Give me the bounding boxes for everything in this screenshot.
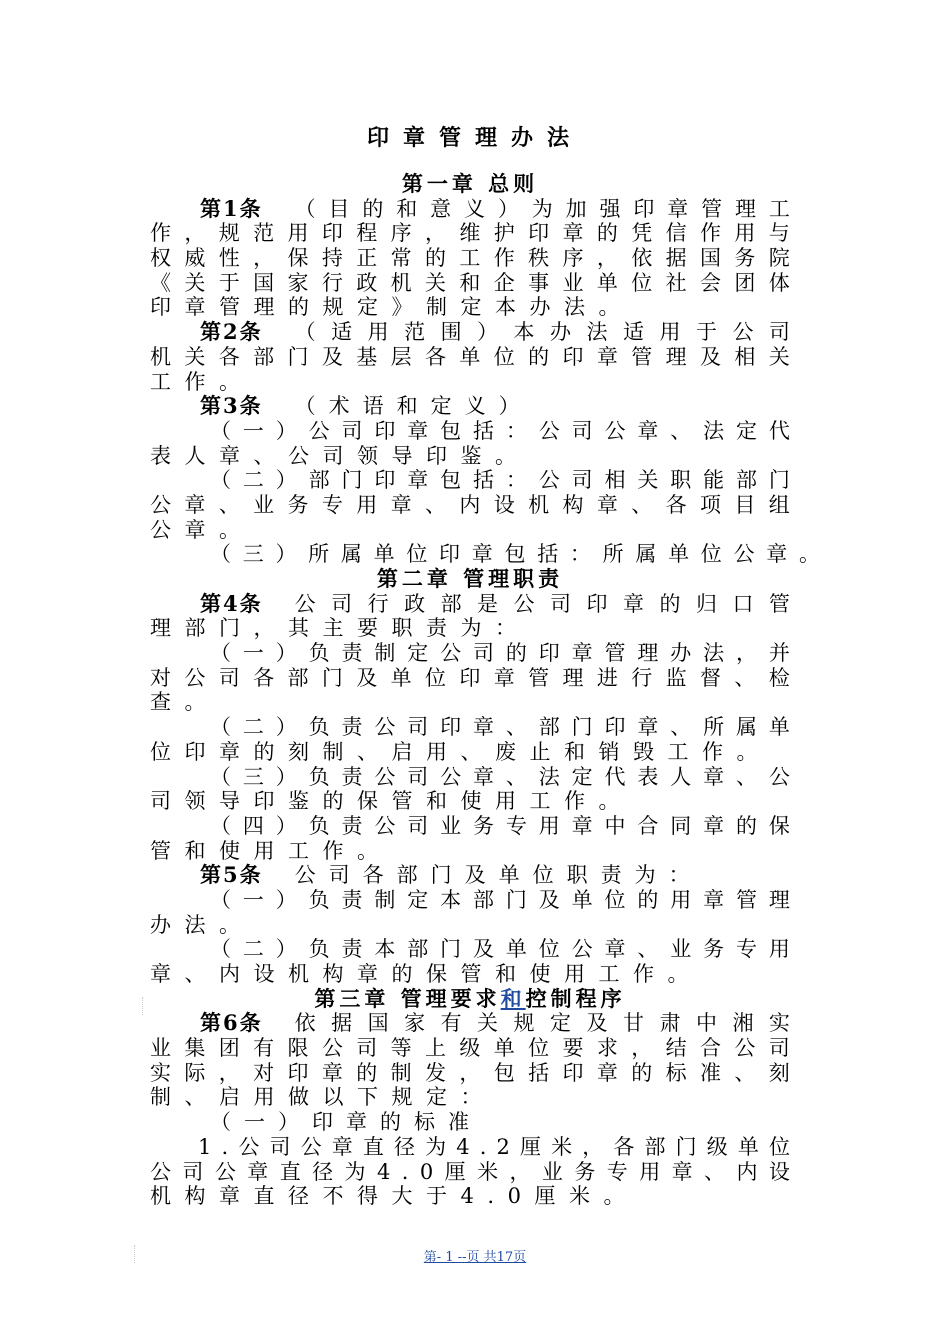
revision-bar	[142, 997, 144, 1015]
article-number: 第6条	[200, 1010, 263, 1036]
body-line: 业 集 团 有 限 公 司 等 上 级 单 位 要 求 ， 结 合 公 司	[150, 1036, 790, 1061]
article-line	[150, 592, 790, 617]
body-line-end: 管 和 使 用 工 作 。	[150, 838, 378, 863]
body-line-end: 公 章 。	[150, 517, 240, 542]
article-line	[150, 394, 790, 419]
body-line-end: 印 章 管 理 的 规 定 》 制 定 本 办 法 。	[150, 295, 620, 320]
document-title: 印章管理办法	[366, 125, 583, 151]
page-number[interactable]: 第- 1 --页 共17页	[423, 1250, 527, 1265]
article-line	[150, 320, 790, 345]
body-line: 公 章 、 业 务 专 用 章 、 内 设 机 构 章 、 各 项 目 组	[150, 492, 790, 517]
body-line-end: 章 、 内 设 机 构 章 的 保 管 和 使 用 工 作 。	[150, 962, 689, 986]
chapter-heading	[150, 987, 790, 1012]
article-line	[150, 1011, 790, 1036]
body-line: 《 关 于 国 家 行 政 机 关 和 企 事 业 单 位 社 会 团 体	[150, 270, 790, 295]
body-line-end: 理 部 门 ， 其 主 要 职 责 为 ：	[150, 616, 516, 641]
item-line: （ 二 ） 负 责 公 司 印 章 、 部 门 印 章 、 所 属 单	[210, 715, 790, 740]
item-line: （ 二 ） 负 责 本 部 门 及 单 位 公 章 、 业 务 专 用	[210, 937, 790, 962]
body-line-end: 制 、 启 用 做 以 下 规 定 ：	[150, 1085, 482, 1110]
article-text: （ 术 语 和 定 义 ）	[294, 394, 520, 419]
item-line: （ 一 ） 印 章 的 标 准	[210, 1110, 469, 1135]
item-line: （ 三 ） 负 责 公 司 公 章 、 法 定 代 表 人 章 、 公	[210, 764, 790, 789]
body-line-end: 工 作 。	[150, 369, 240, 394]
article-number: 第1条	[200, 195, 263, 221]
chapter-heading-text: 控制程序	[525, 985, 626, 1011]
body-line-end: 司 领 导 印 鉴 的 保 管 和 使 用 工 作 。	[150, 789, 620, 814]
body-line: 实 际 ， 对 印 章 的 制 发 ， 包 括 印 章 的 标 准 、 刻	[150, 1060, 790, 1085]
tracked-change-link[interactable]: 和	[500, 985, 526, 1011]
item-line: （ 三 ） 所 属 单 位 印 章 包 括 ： 所 属 单 位 公 章 。	[210, 542, 820, 567]
body-line: 权 威 性 ， 保 持 正 常 的 工 作 秩 序 ， 依 据 国 务 院	[150, 246, 790, 271]
item-line: （ 二 ） 部 门 印 章 包 括 ： 公 司 相 关 职 能 部 门	[210, 468, 790, 493]
article-line	[150, 863, 790, 888]
chapter-heading: 第二章 管理职责	[376, 566, 564, 591]
body-line: 对 公 司 各 部 门 及 单 位 印 章 管 理 进 行 监 督 、 检	[150, 665, 790, 690]
chapter-heading: 第一章 总则	[401, 171, 539, 196]
item-line: （ 一 ） 负 责 制 定 公 司 的 印 章 管 理 办 法 ， 并	[210, 641, 790, 666]
article-text: 公 司 各 部 门 及 单 位 职 责 为 ：	[294, 863, 690, 888]
page-footer	[0, 1246, 950, 1265]
article-number: 第4条	[200, 590, 263, 616]
body-line-end: 查 。	[150, 690, 206, 715]
chapter-heading-text: 第三章 管理要求	[314, 985, 501, 1011]
article-text: （ 目 的 和 意 义 ） 为 加 强 印 章 管 理 工	[294, 196, 790, 221]
item-line: （ 一 ） 负 责 制 定 本 部 门 及 单 位 的 用 章 管 理	[210, 887, 790, 912]
body-line: 作 ， 规 范 用 印 程 序 ， 维 护 印 章 的 凭 信 作 用 与	[150, 221, 790, 246]
article-number: 第5条	[200, 862, 263, 888]
article-text: （ 适 用 范 围 ） 本 办 法 适 用 于 公 司	[294, 320, 790, 345]
body-line: 公 司 公 章 直 径 为 4 . 0 厘 米 ， 业 务 专 用 章 、 内 设	[150, 1159, 790, 1184]
item-line: 1 . 公 司 公 章 直 径 为 4 . 2 厘 米 ， 各 部 门 级 单 位	[198, 1134, 790, 1159]
body-line: 机 关 各 部 门 及 基 层 各 单 位 的 印 章 管 理 及 相 关	[150, 344, 790, 369]
body-line-end: 办 法 。	[150, 912, 240, 937]
body-line-end: 位 印 章 的 刻 制 、 启 用 、 废 止 和 销 毁 工 作 。	[150, 739, 758, 764]
body-line-end: 机 构 章 直 径 不 得 大 于 4 . 0 厘 米 。	[150, 1184, 625, 1209]
body-line-end: 表 人 章 、 公 司 领 导 印 鉴 。	[150, 443, 516, 468]
article-line	[150, 197, 790, 222]
article-text: 公 司 行 政 部 是 公 司 印 章 的 归 口 管	[294, 591, 790, 616]
article-number: 第2条	[200, 319, 263, 345]
article-number: 第3条	[200, 393, 263, 419]
article-text: 依 据 国 家 有 关 规 定 及 甘 肃 中 湘 实	[294, 1011, 790, 1036]
item-line: （ 一 ） 公 司 印 章 包 括 ： 公 司 公 章 、 法 定 代	[210, 418, 790, 443]
document-body	[150, 171, 820, 1209]
item-line: （ 四 ） 负 责 公 司 业 务 专 用 章 中 合 同 章 的 保	[210, 813, 790, 838]
